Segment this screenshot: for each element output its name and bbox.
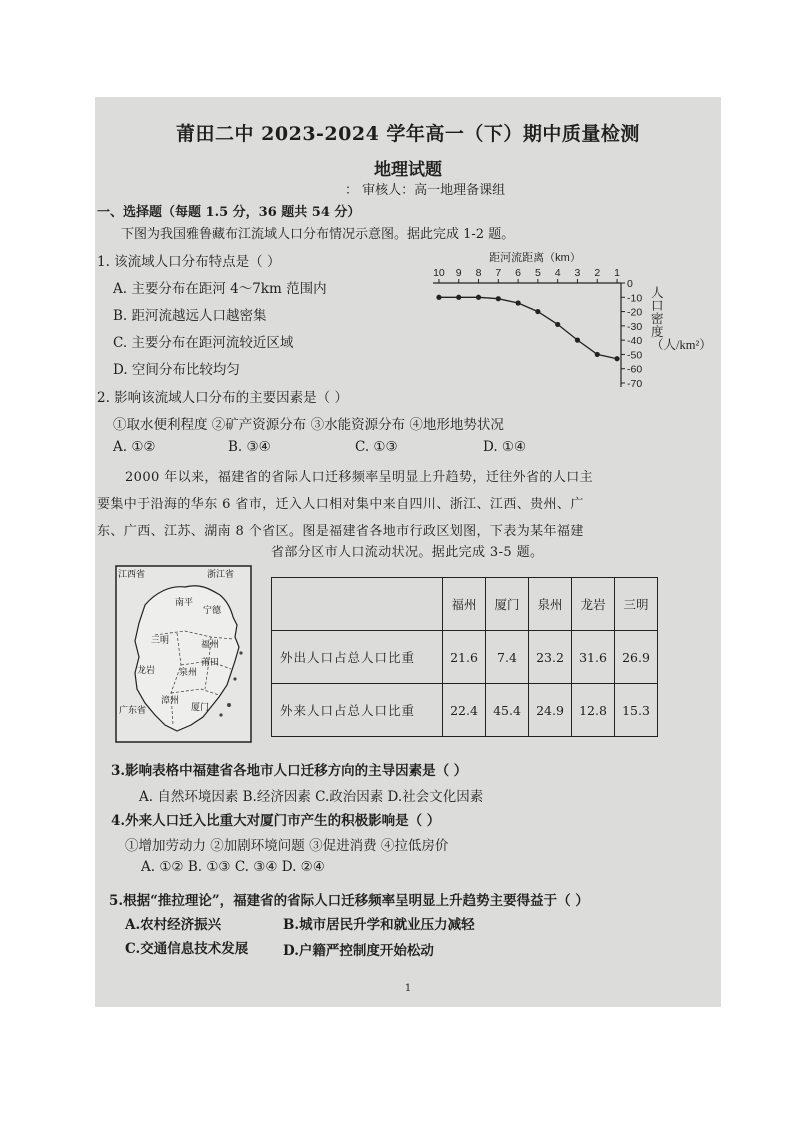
reviewer-line: ： 审核人：高一地理备课组 — [345, 183, 506, 198]
x-tick-label: 5 — [534, 267, 541, 279]
passage-line-2: 要集中于沿海的华东 6 省市，迁入人口相对集中来自四川、浙江、江西、贵州、广 — [97, 497, 584, 512]
passage-line-3: 东、广西、江苏、湖南 8 个省区。图是福建省各地市行政区划图，下表为某年福建 — [97, 524, 584, 539]
table-header-cell: 厦门 — [486, 578, 529, 631]
exam-title: 莆田二中 2023-2024 学年高一（下）期中质量检测 — [176, 123, 640, 145]
density-data-point — [515, 300, 520, 305]
q2-option-b: B. ③④ — [228, 439, 271, 455]
q5-option-d: D.户籍严控制度开始松动 — [283, 943, 434, 959]
density-data-point — [436, 295, 441, 300]
exam-sheet — [95, 97, 721, 1007]
q2-option-a: A. ①② — [113, 439, 156, 455]
table-cell: 31.6 — [572, 631, 615, 684]
q3-stem: 3.影响表格中福建省各地市人口迁移方向的主导因素是（ ） — [111, 763, 468, 779]
map-label-jiangxi: 江西省 — [118, 570, 146, 580]
y-tick-label: -60 — [627, 363, 643, 376]
passage-line-4: 省部分区市人口流动状况。据此完成 3-5 题。 — [271, 545, 544, 560]
x-tick-label: 10 — [433, 267, 445, 279]
table-cell: 22.4 — [443, 684, 486, 737]
map-label-nanping: 南平 — [175, 598, 194, 608]
table-header-cell: 龙岩 — [572, 578, 615, 631]
table-row-label: 外出人口占总人口比重 — [272, 631, 443, 684]
q1-option-d: D. 空间分布比较均匀 — [113, 362, 240, 378]
density-data-point — [614, 356, 619, 361]
chart-x-axis-label: 距河流距离（km） — [489, 252, 581, 264]
x-tick-label: 8 — [475, 267, 482, 279]
y-tick-label: -40 — [627, 335, 643, 348]
table-corner-cell — [272, 578, 443, 631]
table-cell: 24.9 — [529, 684, 572, 737]
population-density-chart — [425, 249, 660, 399]
map-label-guangdong: 广东省 — [119, 706, 147, 716]
q2-option-c: C. ①③ — [355, 439, 398, 455]
x-tick-label: 9 — [455, 267, 462, 279]
map-label-zhangzhou: 漳州 — [161, 696, 180, 706]
density-data-point — [595, 352, 600, 357]
fujian-map — [115, 565, 252, 743]
table-header-row — [272, 578, 658, 631]
q1-option-c: C. 主要分布在距河流较近区域 — [113, 335, 294, 351]
table-cell: 26.9 — [615, 631, 658, 684]
x-tick-label: 4 — [554, 267, 561, 279]
island-dot — [227, 703, 231, 707]
page-number: 1 — [404, 983, 412, 994]
q4-items: ①增加劳动力 ②加剧环境问题 ③促进消费 ④拉低房价 — [125, 838, 449, 854]
x-tick-label: 2 — [594, 267, 601, 279]
table-header-cell: 泉州 — [529, 578, 572, 631]
y-tick-label: -70 — [627, 378, 643, 390]
exam-subtitle: 地理试题 — [374, 160, 442, 180]
q3-options: A. 自然环境因素 B.经济因素 C.政治因素 D.社会文化因素 — [139, 789, 484, 805]
q1-option-b: B. 距河流越远人口越密集 — [113, 308, 267, 324]
x-tick-label: 1 — [614, 267, 620, 279]
map-label-ningde: 宁德 — [203, 606, 222, 616]
island-dot — [239, 651, 242, 654]
y-tick-label: -10 — [627, 292, 643, 305]
q2-stem: 2. 影响该流域人口分布的主要因素是（ ） — [97, 390, 348, 406]
density-data-point — [535, 309, 540, 314]
island-dot — [219, 713, 222, 716]
population-flow-table — [271, 577, 658, 737]
density-data-point — [476, 295, 481, 300]
q2-option-d: D. ①④ — [483, 439, 527, 455]
map-label-xiamen: 厦门 — [191, 703, 210, 713]
table-cell: 23.2 — [529, 631, 572, 684]
intro-q1-2: 下图为我国雅鲁藏布江流域人口分布情况示意图。据此完成 1-2 题。 — [121, 227, 515, 242]
x-tick-label: 3 — [574, 267, 581, 279]
map-label-sanming: 三明 — [151, 636, 170, 646]
q5-stem: 5.根据“推拉理论”，福建省的省际人口迁移频率呈明显上升趋势主要得益于（ ） — [109, 893, 589, 909]
q1-stem: 1. 该流域人口分布特点是（ ） — [97, 254, 281, 270]
table-row — [272, 684, 658, 737]
y-tick-label: -30 — [627, 320, 643, 333]
x-tick-label: 7 — [495, 267, 502, 279]
q4-options: A. ①② B. ①③ C. ③④ D. ②④ — [141, 859, 325, 875]
chart-y-axis-label: 人口密度（人/km²） — [651, 286, 712, 352]
table-header-cell: 三明 — [615, 578, 658, 631]
density-data-point — [555, 322, 560, 327]
x-tick-label: 6 — [515, 267, 522, 279]
q5-option-b: B.城市居民升学和就业压力减轻 — [283, 917, 475, 933]
map-label-putian: 莆田 — [201, 658, 220, 668]
table-cell: 12.8 — [572, 684, 615, 737]
table-row-label: 外来人口占总人口比重 — [272, 684, 443, 737]
y-tick-label: -20 — [627, 306, 643, 319]
q4-stem: 4.外来人口迁入比重大对厦门市产生的积极影响是（ ） — [111, 813, 441, 829]
density-data-point — [496, 296, 501, 301]
table-cell: 45.4 — [486, 684, 529, 737]
density-data-point — [575, 338, 580, 343]
map-label-zhejiang: 浙江省 — [207, 570, 235, 580]
table-cell: 7.4 — [486, 631, 529, 684]
y-tick-label: 0 — [627, 278, 633, 290]
table-cell: 15.3 — [615, 684, 658, 737]
map-label-longyan: 龙岩 — [137, 666, 156, 676]
section-heading: 一、选择题（每题 1.5 分，36 题共 54 分） — [97, 205, 361, 220]
q5-option-c: C.交通信息技术发展 — [125, 941, 249, 957]
map-label-quanzhou: 泉州 — [179, 668, 198, 678]
q5-option-a: A.农村经济振兴 — [125, 917, 222, 933]
table-header-cell: 福州 — [443, 578, 486, 631]
density-data-point — [456, 295, 461, 300]
density-series-line — [439, 297, 617, 358]
island-dot — [233, 677, 236, 680]
map-label-fuzhou: 福州 — [201, 640, 220, 650]
y-tick-label: -50 — [627, 349, 643, 362]
passage-line-1: 2000 年以来，福建省的省际人口迁移频率呈明显上升趋势，迁往外省的人口主 — [125, 470, 594, 485]
q1-option-a: A. 主要分布在距河 4～7km 范围内 — [113, 281, 327, 297]
table-row — [272, 631, 658, 684]
q2-items: ①取水便利程度 ②矿产资源分布 ③水能资源分布 ④地形地势状况 — [113, 417, 504, 433]
table-cell: 21.6 — [443, 631, 486, 684]
